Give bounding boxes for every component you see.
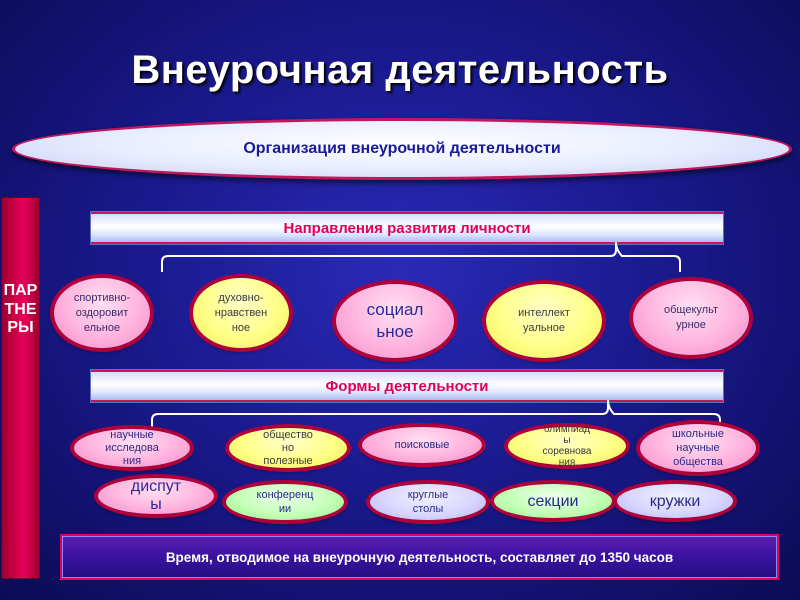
- directions-bar: Направления развития личности: [90, 211, 724, 245]
- form-search: поисковые: [362, 427, 482, 463]
- direction-cultural: общекульт урное: [633, 281, 749, 355]
- form-olympiads: олимпиад ы соревнова ния: [508, 427, 626, 465]
- page-title: Внеурочная деятельность: [131, 48, 669, 92]
- form-research: научные исследова ния: [74, 429, 190, 467]
- form-school-societies: школьные научные общества: [640, 424, 756, 472]
- direction-social: социал ьное: [336, 284, 454, 358]
- direction-spiritual: духовно- нравствен ное: [193, 278, 289, 348]
- directions-brace: [150, 238, 690, 274]
- partners-label: ПАРТНЕРЫ: [3, 282, 38, 336]
- partners-bar: [1, 197, 40, 579]
- form-debates: диспут ы: [98, 478, 214, 514]
- direction-sport: спортивно- оздоровит ельное: [54, 278, 150, 348]
- form-socially-useful: общество но полезные: [229, 428, 347, 468]
- form-clubs: кружки: [617, 484, 733, 518]
- time-note: Время, отводимое на внеурочную деятельность, составляет до 1350 часов: [60, 534, 779, 580]
- form-conferences: конференц ии: [226, 484, 344, 520]
- form-round-tables: круглые столы: [370, 484, 486, 520]
- form-sections: секции: [494, 484, 612, 518]
- forms-bar: Формы деятельности: [90, 369, 724, 403]
- direction-intellectual: интеллект уальное: [486, 284, 602, 358]
- organization-banner: [12, 118, 792, 180]
- organization-label: Организация внеурочной деятельности: [243, 140, 561, 157]
